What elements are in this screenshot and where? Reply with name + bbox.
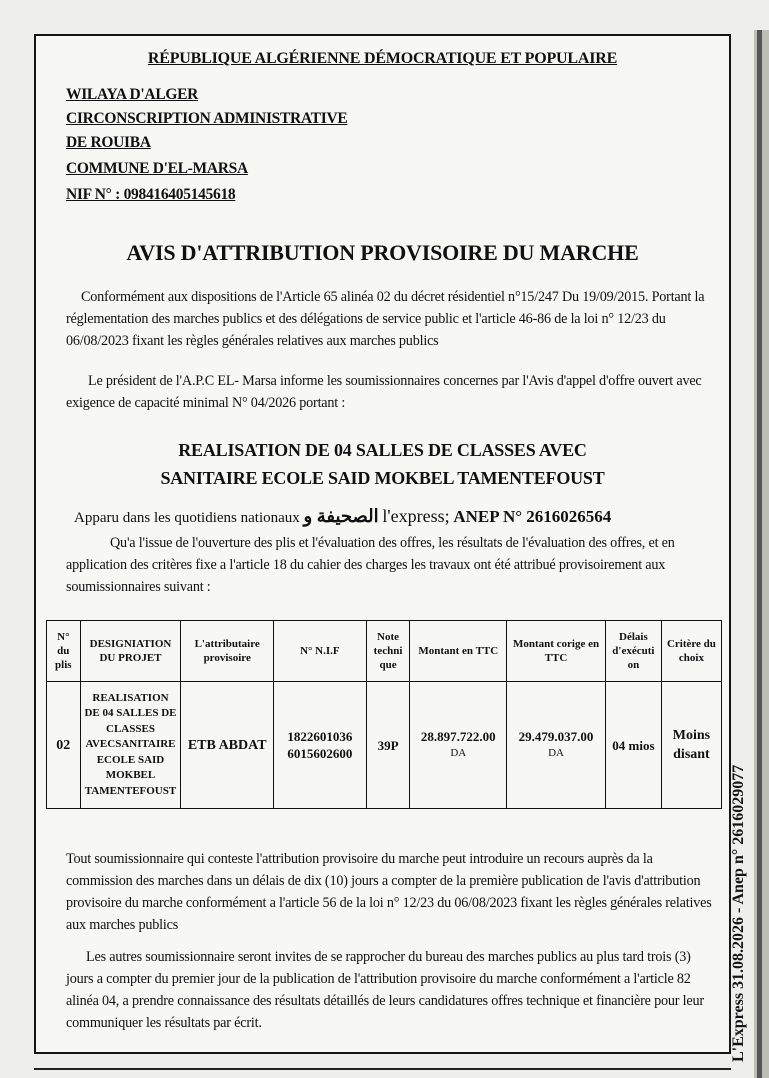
notice-title: AVIS D'ATTRIBUTION PROVISOIRE DU MARCHE <box>126 240 639 265</box>
evaluation-paragraph: Qu'a l'issue de l'ouverture des plis et l'évaluation des offres, les résultats de l'évaluation des offres, et en application des critères fixe a l'article 18 du cahier des charges les travaux ont été attribué provisoirement aux soumissionnaires suivant : <box>66 535 675 595</box>
publication-side-stamp: L'Express 31.08.2026 - Anep n° 2616029077 <box>730 764 747 1062</box>
row-montant <box>410 682 507 809</box>
table-header-row <box>47 621 722 682</box>
express-name: l'express; <box>382 506 450 526</box>
header-nif: N° N.I.F <box>274 621 367 682</box>
montant-corige-unit: DA <box>548 747 564 759</box>
republic-heading: RÉPUBLIQUE ALGÉRIENNE DÉMOCRATIQUE ET POPULAIRE <box>147 50 618 67</box>
montant-unit: DA <box>450 747 467 759</box>
row-delais: 04 mios <box>605 682 661 809</box>
publication-prefix: Apparu dans les quotidiens nationaux <box>74 510 300 526</box>
header-note: Note techni que <box>366 621 410 682</box>
bottom-rule <box>34 1068 731 1070</box>
wilaya-line: WILAYA D'ALGER <box>66 86 199 103</box>
notice-frame <box>34 34 731 1054</box>
header-num: N° du plis <box>47 621 81 682</box>
arabic-newspaper-name: الصحيفة و <box>303 506 379 526</box>
header-delais: Délais d'exécuti on <box>605 621 661 682</box>
results-table <box>46 620 722 809</box>
header-montant-corige: Montant corige en TTC <box>507 621 606 682</box>
row-num: 02 <box>47 682 81 809</box>
nif-line: NIF N° : 098416405145618 <box>66 186 236 203</box>
table-row <box>47 682 722 809</box>
scan-edge-shadow <box>757 30 762 1078</box>
project-title-line-2: SANITAIRE ECOLE SAID MOKBEL TAMENTEFOUST <box>160 468 605 488</box>
president-paragraph: Le président de l'A.P.C EL- Marsa informe les soumissionnaires concernes par l'Avis d'appel d'offre ouvert avec exigence de capacité minimal N° 04/2026 portant : <box>66 373 702 411</box>
header-designation: DESIGNIATION DU PROJET <box>80 621 181 682</box>
row-note: 39P <box>366 682 410 809</box>
publication-line <box>74 506 611 527</box>
row-designation: REALISATION DE 04 SALLES DE CLASSES AVECSANITAIRE ECOLE SAID MOKBEL TAMENTEFOUST <box>80 682 181 809</box>
row-attributaire: ETB ABDAT <box>181 682 274 809</box>
rouiba-line: DE ROUIBA <box>66 134 151 151</box>
commune-line: COMMUNE D'EL-MARSA <box>66 160 248 177</box>
row-montant-corige <box>507 682 606 809</box>
header-montant: Montant en TTC <box>410 621 507 682</box>
montant-corige-value: 29.479.037.00 <box>518 729 594 744</box>
header-attributaire: L'attributaire provisoire <box>181 621 274 682</box>
row-critere: Moins disant <box>661 682 721 809</box>
legal-paragraph: Conformément aux dispositions de l'Article 65 alinéa 02 du décret résidentiel n°15/247 Du 19/09/2015. Portant la réglementation des marches publics et des délégations de service public et l'article 46-86 de la loi n° 12/23 du 06/08/2023 fixant les règles générales relatives aux marches publics <box>66 289 705 349</box>
circonscription-line: CIRCONSCRIPTION ADMINISTRATIVE <box>66 110 348 127</box>
header-critere: Critère du choix <box>661 621 721 682</box>
anep-number: ANEP N° 2616026564 <box>453 507 612 526</box>
recourse-paragraph: Tout soumissionnaire qui conteste l'attribution provisoire du marche peut introduire un recours auprès da la commission des marches dans un délais de dix (10) jours a compter de la première publication de l'avis d'attribution provisoire du marche conformément a l'article 56 de la loi n° 12/23 du 06/08/2023 fixant les règles générales relatives aux marches publics <box>66 851 712 933</box>
others-paragraph: Les autres soumissionnaire seront invites de se rapprocher du bureau des marches publics au plus tard trois (3) jours a compter du premier jour de la publication de l'attribution provisoire du marche conformément a l'article 82 alinéa 04, a prendre connaissance des résultats détaillés de leurs candidatures offres technique et financière pour leur communiquer les résultats par écrit. <box>66 949 704 1031</box>
row-nif: 1822601036 6015602600 <box>274 682 367 809</box>
project-title-line-1: REALISATION DE 04 SALLES DE CLASSES AVEC <box>178 440 587 460</box>
montant-value: 28.897.722.00 <box>420 729 496 744</box>
